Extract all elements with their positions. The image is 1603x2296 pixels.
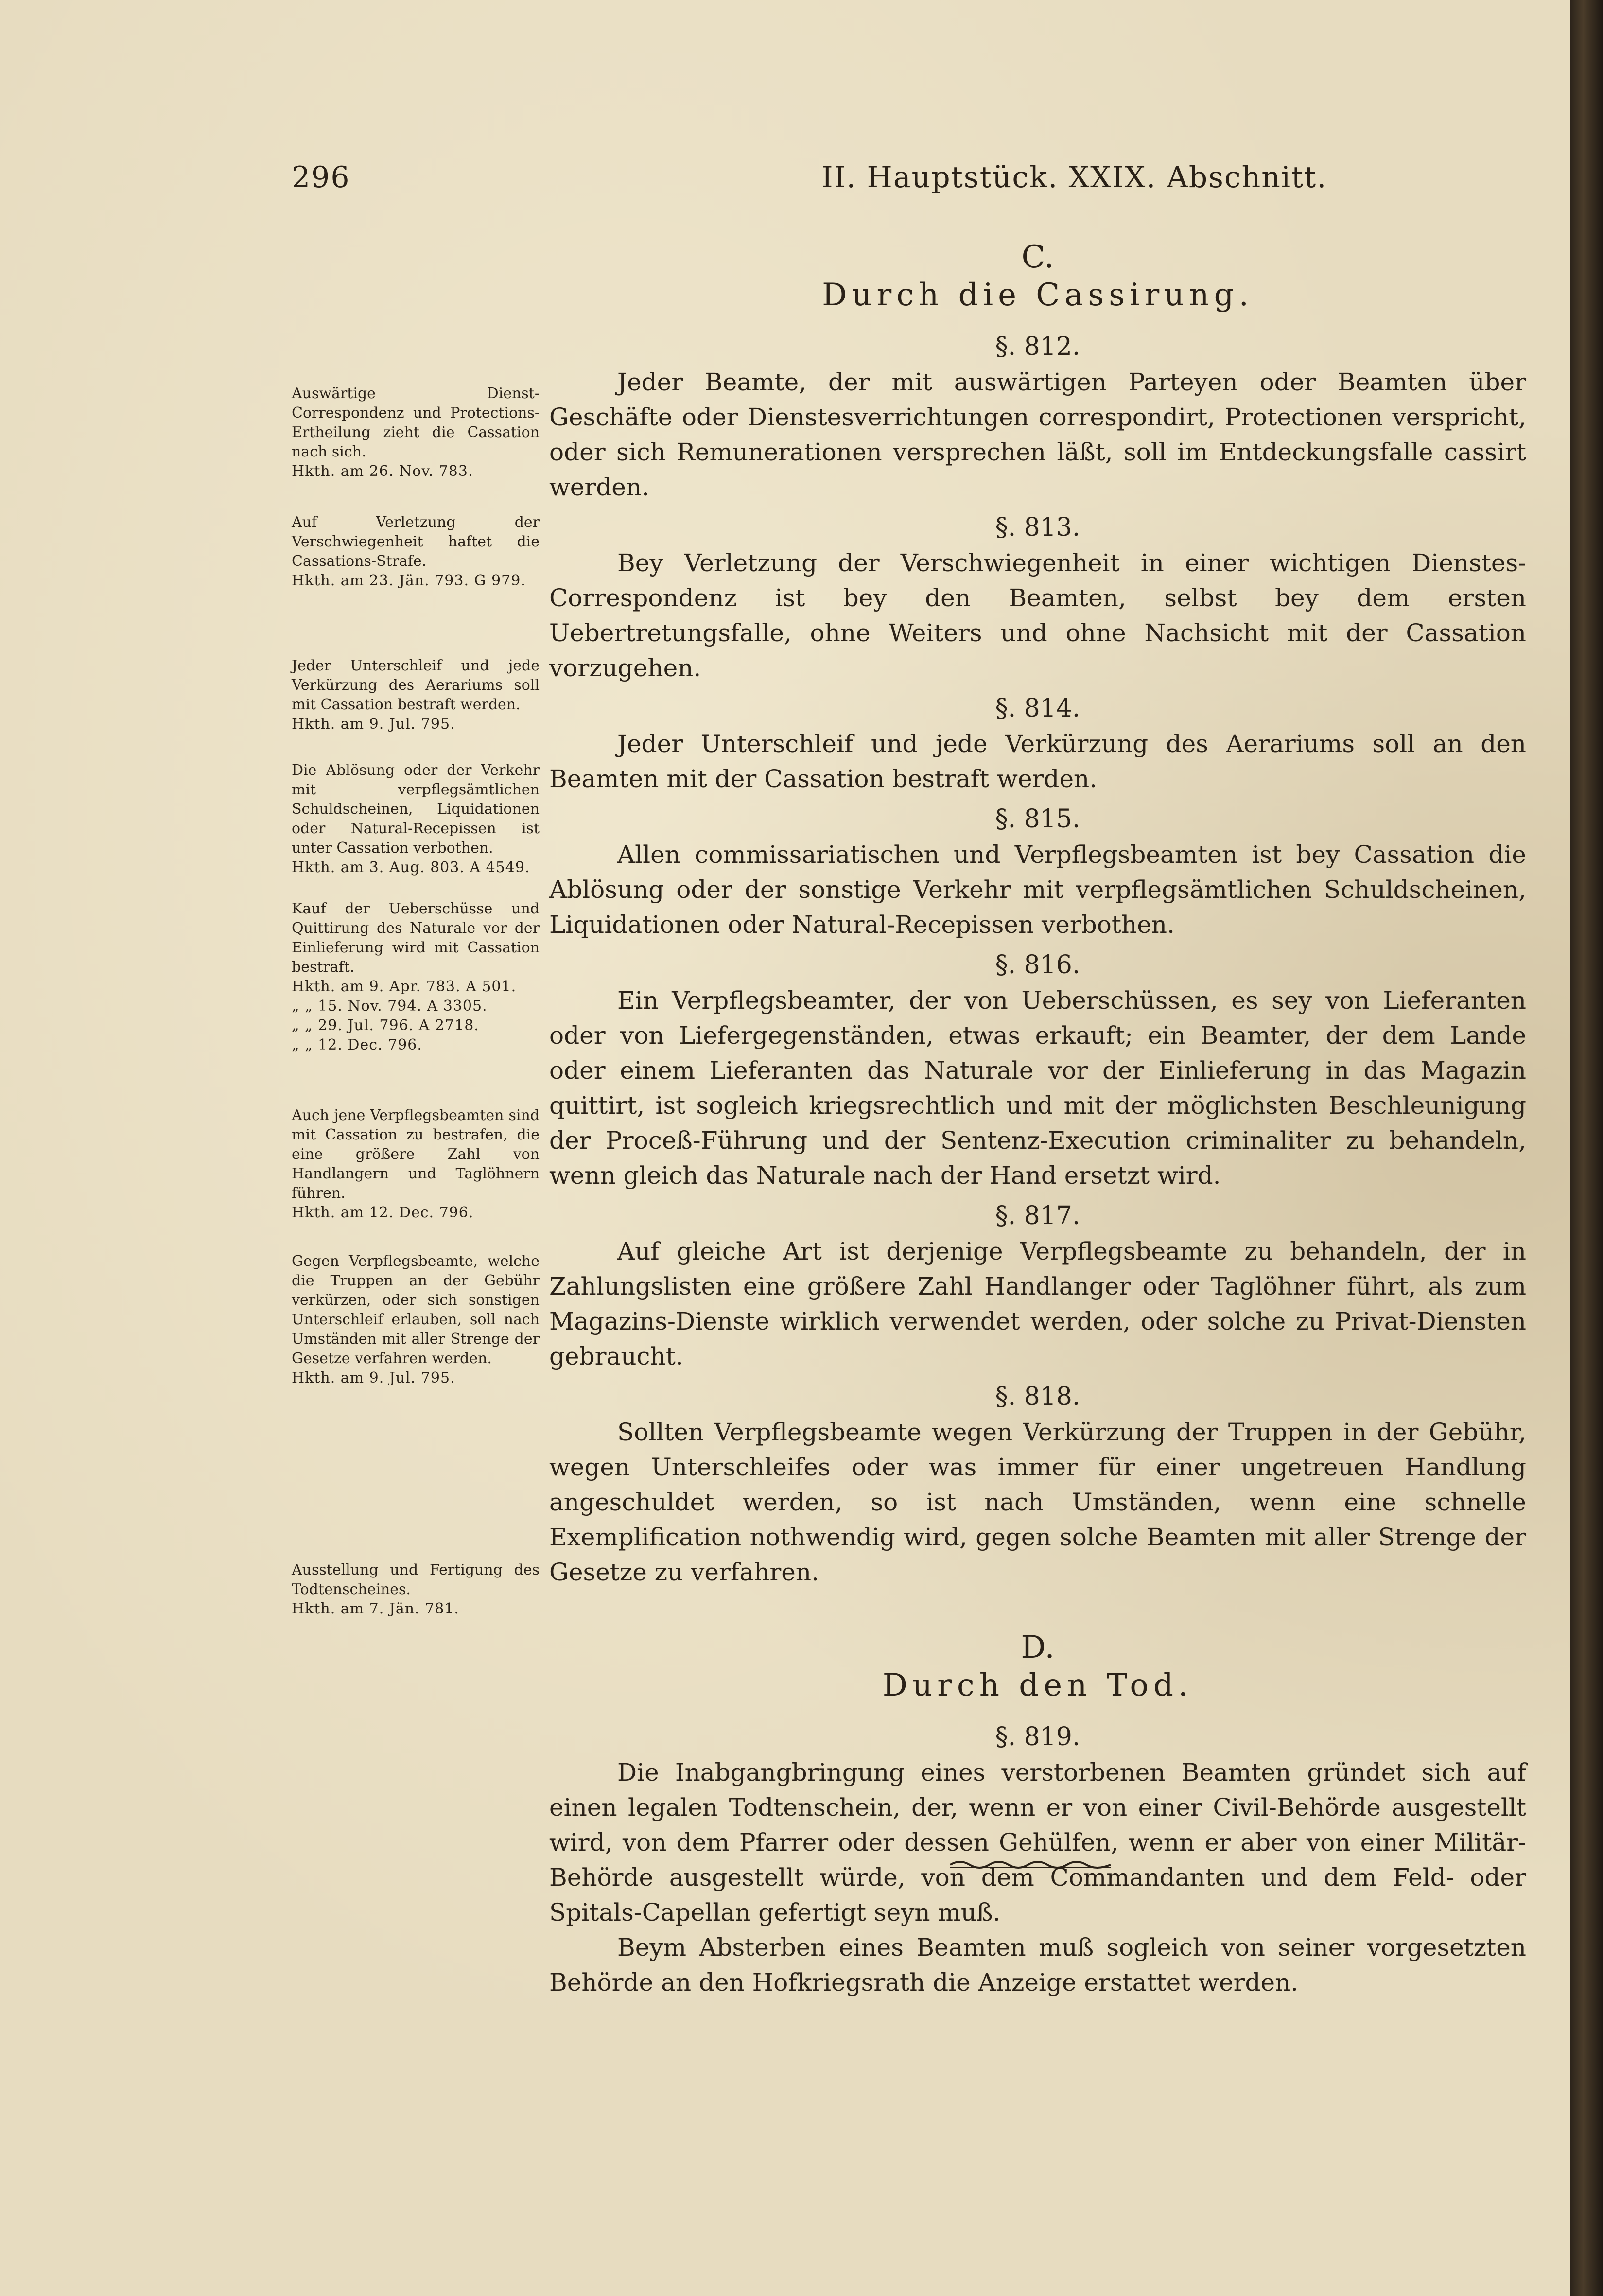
paragraph-816: Ein Verpflegsbeamter, der von Ueberschüssen, es sey von Lieferanten oder von Liefergegenständen, etwas erkauft; ein Beamter, der dem Lande oder einem Lieferanten das Naturale vor der Einlieferung in das Magazin quittirt, ist sogleich kriegsrechtlich und mit der möglichsten Beschleunigung der Proceß-Führung und der Sentenz-Execution criminaliter zu behandeln, wenn gleich das Naturale nach der Hand ersetzt wird. <box>549 986 1526 1190</box>
paragraph-814: Jeder Unterschleif und jede Verkürzung des Aerariums soll an den Beamten mit der Cassation bestraft werden. <box>549 730 1526 793</box>
end-ornament <box>948 1857 1113 1872</box>
page-number: 296 <box>292 160 350 194</box>
paragraph-number-819: §. 819. <box>995 1722 1080 1752</box>
margin-note-text: Kauf der Ueberschüsse und Quittirung des Naturale vor der Einlieferung wird mit Cassation bestraft. <box>292 900 540 976</box>
paragraph-number-815: §. 815. <box>995 805 1080 834</box>
margin-note-814 <box>292 656 540 734</box>
margin-note-reference: Hkth. am 9. Apr. 783. A 501. <box>292 978 517 995</box>
margin-note-text: Gegen Verpflegsbeamte, welche die Truppen an der Gebühr verkürzen, oder sich sonstigen Unterschleif erlauben, soll nach Umständen mit aller Strenge der Gesetze verfahren werden. <box>292 1253 540 1367</box>
paragraph-number-817: §. 817. <box>995 1201 1080 1230</box>
paragraph-number-813: §. 813. <box>995 513 1080 542</box>
margin-note-816 <box>292 899 540 1055</box>
margin-note-817 <box>292 1106 540 1223</box>
paragraph-number-818: §. 818. <box>995 1382 1080 1411</box>
paragraph-number-812: §. 812. <box>995 332 1080 361</box>
section-title-d: Durch den Tod. <box>882 1667 1193 1703</box>
running-title: II. Hauptstück. XXIX. Abschnitt. <box>821 160 1327 194</box>
paragraph-813: Bey Verletzung der Verschwiegenheit in einer wichtigen Dienstes-Correspondenz ist bey den Beamten, selbst bey dem ersten Uebertretungsfalle, ohne Weiters und ohne Nachsicht mit der Cassation vorzugehen. <box>549 549 1526 682</box>
margin-note-reference: Hkth. am 3. Aug. 803. A 4549. <box>292 859 530 876</box>
margin-note-references <box>292 977 540 1055</box>
paragraph-812: Jeder Beamte, der mit auswärtigen Parteyen oder Beamten über Geschäfte oder Dienstesverrichtungen correspondirt, Protectionen verspricht, oder sich Remunerationen versprechen läßt, soll im Entdeckungsfalle cassirt werden. <box>549 368 1526 501</box>
section-letter-c: C. <box>1021 239 1054 275</box>
margin-note-text: Auswärtige Dienst-Correspondenz und Protections-Ertheilung zieht die Cassation nach sich. <box>292 385 540 460</box>
paragraph-818: Sollten Verpflegsbeamte wegen Verkürzung der Truppen in der Gebühr, wegen Unterschleifes oder was immer für einer ungetreuen Handlung angeschuldet werden, so ist nach Umständen, wenn eine schnelle Exemplification nothwendig wird, gegen solche Beamten mit aller Strenge der Gesetze zu verfahren. <box>549 1418 1526 1586</box>
margin-note-reference: Hkth. am 23. Jän. 793. G 979. <box>292 572 526 589</box>
paragraph-number-814: §. 814. <box>995 694 1080 723</box>
paragraph-817: Auf gleiche Art ist derjenige Verpflegsbeamte zu behandeln, der in Zahlungslisten eine größere Zahl Handlanger oder Taglöhner führt, als zum Magazins-Dienste wirklich verwendet werden, oder solche zu Privat-Diensten gebraucht. <box>549 1237 1526 1370</box>
paragraph-819: Die Inabgangbringung eines verstorbenen Beamten gründet sich auf einen legalen Todtenschein, der, wenn er von einer Civil-Behörde ausgestellt wird, von dem Pfarrer oder dessen Gehülfen, wenn er aber von einer Militär-Behörde ausgestellt würde, von dem Commandanten und dem Feld- oder Spitals-Capellan gefertigt seyn muß. <box>549 1758 1526 1927</box>
margin-note-reference: „ „ 29. Jul. 796. A 2718. <box>292 1017 479 1034</box>
margin-note-reference: „ „ 12. Dec. 796. <box>292 1036 422 1053</box>
margin-note-reference: Hkth. am 26. Nov. 783. <box>292 463 473 480</box>
margin-note-text: Auf Verletzung der Verschwiegenheit haftet die Cassations-Strafe. <box>292 514 540 570</box>
margin-note-815 <box>292 761 540 877</box>
margin-note-reference: Hkth. am 9. Jul. 795. <box>292 1369 455 1386</box>
margin-note-reference: „ „ 15. Nov. 794. A 3305. <box>292 998 488 1015</box>
page-header <box>292 160 1526 204</box>
margin-note-text: Ausstellung und Fertigung des Todtenscheines. <box>292 1561 540 1598</box>
margin-note-reference: Hkth. am 7. Jän. 781. <box>292 1600 459 1617</box>
margin-note-text: Jeder Unterschleif und jede Verkürzung des Aerariums soll mit Cassation bestraft werden. <box>292 657 540 713</box>
paragraph-number-816: §. 816. <box>995 950 1080 980</box>
section-letter-d: D. <box>1021 1630 1055 1665</box>
margin-note-reference: Hkth. am 9. Jul. 795. <box>292 716 455 733</box>
margin-note-812 <box>292 384 540 481</box>
section-title-c: Durch die Cassirung. <box>822 277 1254 313</box>
paragraph-819-continued: Beym Absterben eines Beamten muß sogleich von seiner vorgesetzten Behörde an den Hofkriegsrath die Anzeige erstattet werden. <box>549 1933 1526 1997</box>
paragraph-815: Allen commissariatischen und Verpflegsbeamten ist bey Cassation die Ablösung oder der sonstige Verkehr mit verpflegsämtlichen Schuldscheinen, Liquidationen oder Natural-Recepissen verbothen. <box>549 841 1526 939</box>
margin-note-813 <box>292 513 540 591</box>
margin-note-reference: Hkth. am 12. Dec. 796. <box>292 1204 474 1221</box>
margin-note-819 <box>292 1560 540 1619</box>
book-gutter <box>1570 0 1603 2296</box>
margin-note-818 <box>292 1252 540 1388</box>
margin-note-text: Auch jene Verpflegsbeamten sind mit Cassation zu bestrafen, die eine größere Zahl von Handlangern und Taglöhnern führen. <box>292 1107 540 1202</box>
margin-note-text: Die Ablösung oder der Verkehr mit verpflegsämtlichen Schuldscheinen, Liquidationen oder Natural-Recepissen ist unter Cassation verbothen. <box>292 762 540 857</box>
main-text <box>549 228 1526 2000</box>
